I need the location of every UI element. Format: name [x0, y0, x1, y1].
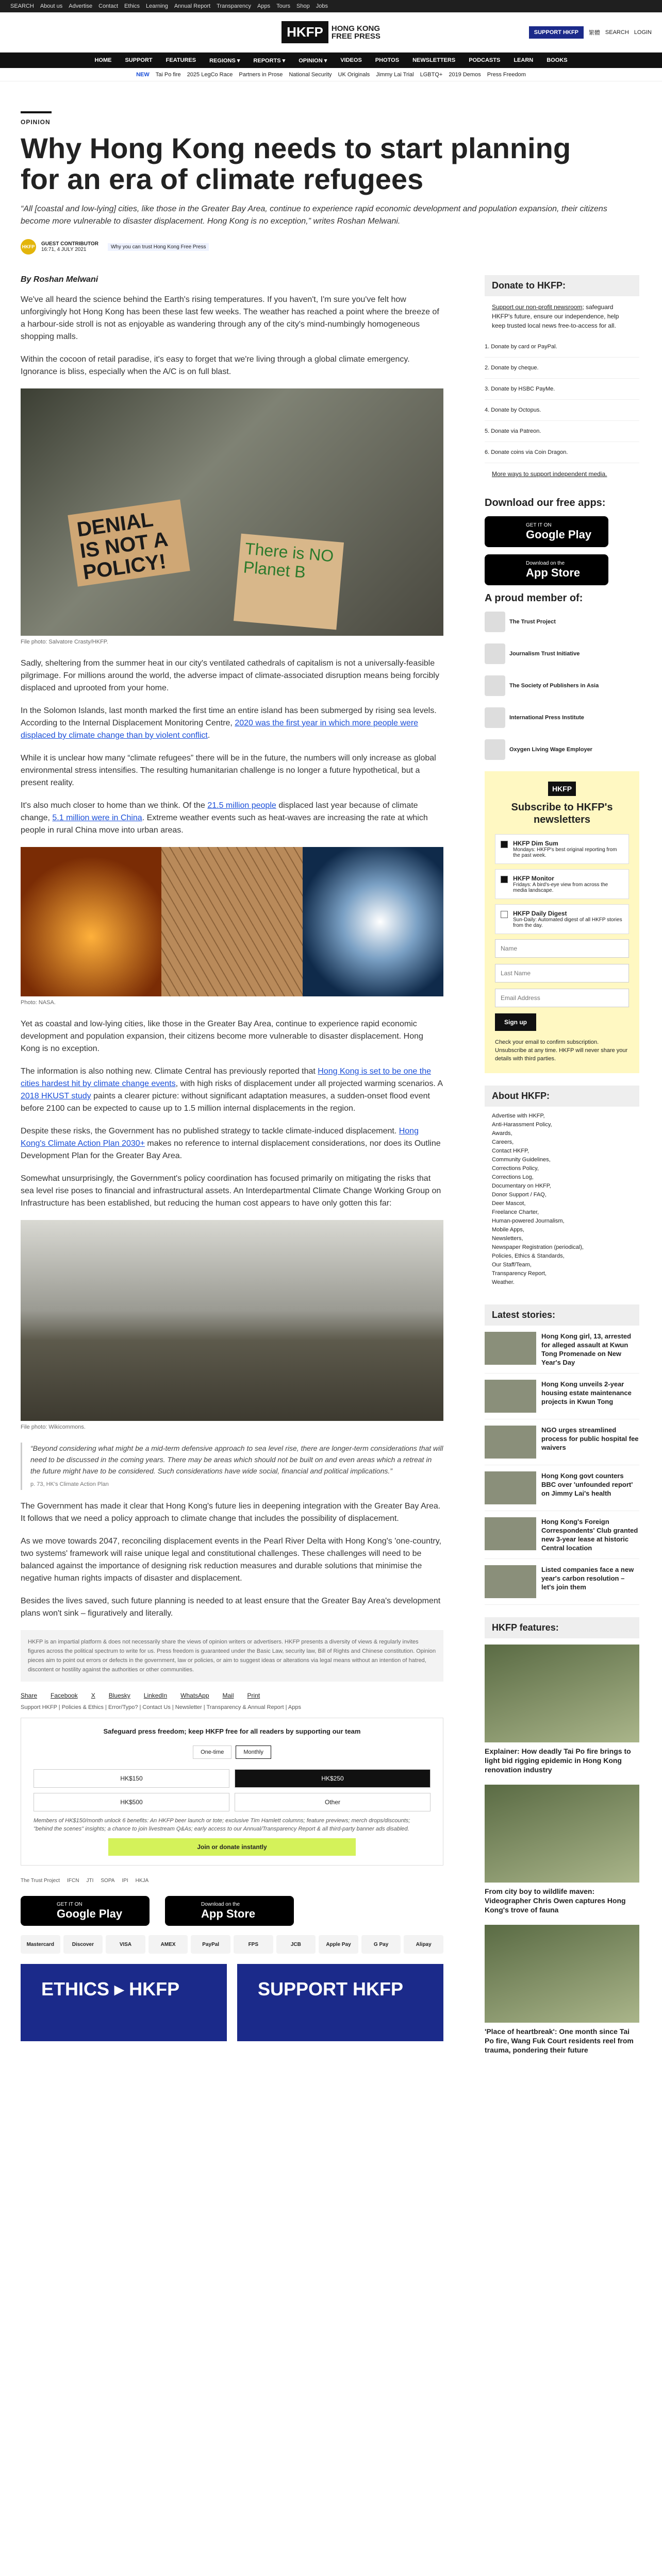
newsletter-option[interactable]: HKFP Dim Sum Mondays: HKFP's best original reporting from the past week.	[495, 834, 629, 864]
article-body	[21, 275, 443, 2067]
editorial-disclaimer: HKFP is an impartial platform & does not necessarily share the views of opinion writers or advertisers. HKFP presents a diversity of views & regularly invites figures across the political spectrum to write for us. Press freedom is guaranteed under the Basic Law, security law, Bill of Rights and Chinese constitution. Opinion pieces aim to point out errors or defects in the government, law or policies, or aim to suggest ideas or alterations via legal means without an intention of hatred, discontent or hostility against the authorities or other communities.	[21, 1630, 443, 1682]
story-thumbnail	[485, 1332, 536, 1365]
google-pay-icon: G Pay	[361, 1935, 401, 1954]
nav-books[interactable]: BOOKS	[547, 57, 568, 63]
jcb-icon: JCB	[276, 1935, 316, 1954]
about-link[interactable]: Awards,	[492, 1130, 512, 1137]
story-title[interactable]: Hong Kong govt counters BBC over 'unfounded report' on Jimmy Lai's health	[541, 1472, 633, 1497]
latest-block	[485, 1304, 639, 1605]
about-link[interactable]: Policies, Ethics & Standards,	[492, 1253, 565, 1259]
author-avatar: HKFP	[21, 239, 36, 255]
story-thumbnail	[485, 1517, 536, 1550]
amount-option[interactable]: HK$150	[34, 1769, 229, 1788]
paragraph: It's also much closer to home than we think. Of the 21.5 million people displaced last year because of climate change, 5.1 million were in China. Extreme weather events such as heat-waves are increasing the rate at which people in rural China move into urban areas.	[21, 801, 428, 835]
donate-method[interactable]: 3. Donate by HSBC PayMe.	[485, 379, 639, 400]
latest-story[interactable]	[485, 1511, 639, 1559]
paragraph: Sadly, sheltering from the summer heat in our city's ventilated cathedrals of capitalism is not a universally-feasible pilgrimage. For millions around the world, the adverse impact of climate-associated disruption means being forcibly displaced and uprooted from your home.	[21, 659, 439, 692]
nav-home[interactable]: HOME	[94, 57, 112, 63]
about-link[interactable]: Our Staff/Team,	[492, 1262, 532, 1268]
support-promo[interactable]: SUPPORT HKFP	[237, 1964, 443, 2041]
logo-ifcn[interactable]: IFCN	[67, 1878, 79, 1884]
login-link[interactable]: LOGIN	[634, 29, 652, 36]
tag-item[interactable]: Jimmy Lai Trial	[376, 71, 414, 78]
top-link-10[interactable]: Jobs	[316, 3, 328, 9]
member-logo[interactable]: Oxygen Living Wage Employer	[485, 739, 639, 760]
join-donate-button[interactable]: Join or donate instantly	[108, 1838, 356, 1856]
about-link[interactable]: Newspaper Registration (periodical),	[492, 1244, 584, 1250]
feature-title[interactable]: 'Place of heartbreak': One month since Tai Po fire, Wang Fuk Court residents reel from trauma, pondering their future	[485, 2027, 634, 2054]
mastercard-icon: Mastercard	[21, 1935, 60, 1954]
language-link[interactable]: 繁體	[588, 29, 600, 36]
donation-heading: Safeguard press freedom; keep HKFP free for all readers by supporting our team	[103, 1727, 361, 1735]
story-title[interactable]: Hong Kong's Foreign Correspondents' Club granted new 3-year lease at historic Central location	[541, 1518, 638, 1552]
story-title[interactable]: Listed companies face a new year's carbon resolution – let's join them	[541, 1566, 634, 1591]
latest-story[interactable]	[485, 1326, 639, 1374]
trust-project-icon	[485, 612, 505, 632]
logo-hkja[interactable]: HKJA	[135, 1878, 149, 1884]
sidebar-app-store[interactable]: Download on the App Store	[485, 554, 608, 585]
flood-photo	[21, 1220, 443, 1421]
nav-regions[interactable]: REGIONS ▾	[209, 57, 240, 64]
article-kicker[interactable]: OPINION	[21, 118, 51, 126]
about-link[interactable]: Careers,	[492, 1139, 514, 1145]
story-thumbnail	[485, 1380, 536, 1413]
email-input[interactable]	[495, 989, 629, 1007]
protest-photo	[21, 388, 443, 636]
logo-sopa[interactable]: SOPA	[101, 1878, 115, 1884]
paragraph: Somewhat unsurprisingly, the Government's policy coordination has focused primarily on mitigating the risks that sea level rise poses to financial and infrastructural assets. An Interdepartmental Climate Change Working Group on Infrastructure has been established, but reducing the human cost appears to have only gotten this far:	[21, 1174, 441, 1208]
features-heading: HKFP features:	[485, 1617, 639, 1638]
latest-list	[485, 1326, 639, 1605]
author-role[interactable]: GUEST CONTRIBUTOR	[41, 241, 98, 247]
ethics-promo[interactable]: ETHICS ▸ HKFP	[21, 1964, 227, 2041]
paypal-icon: PayPal	[191, 1935, 230, 1954]
latest-story[interactable]	[485, 1419, 639, 1465]
policy-quote	[21, 1443, 443, 1490]
share-whatsapp[interactable]: WhatsApp	[180, 1692, 209, 1699]
about-link[interactable]: Transparency Report,	[492, 1270, 547, 1277]
donate-method[interactable]: 5. Donate via Patreon.	[485, 421, 639, 442]
inline-link[interactable]: 5.1 million were in China	[52, 814, 142, 822]
publish-date: 16:71, 4 JULY 2021	[41, 247, 87, 252]
google-play-badge[interactable]: GET IT ON Google Play	[21, 1896, 150, 1926]
support-newsroom-link[interactable]: Support our non-profit newsroom	[492, 303, 583, 311]
about-link[interactable]: Human-powered Journalism,	[492, 1218, 565, 1224]
footer-links[interactable]: Support HKFP | Policies & Ethics | Error/Typo? | Contact Us | Newsletter | Transparency & Annual Report | Apps	[21, 1704, 301, 1710]
donate-method[interactable]: 1. Donate by card or PayPal.	[485, 336, 639, 358]
protest-sign-2: There is NO Planet B	[234, 534, 344, 630]
inline-link[interactable]: Hong Kong's Climate Action Plan 2030+	[21, 1127, 419, 1148]
wildfire-image	[21, 847, 161, 996]
amount-option[interactable]: HK$500	[34, 1793, 229, 1811]
donate-method[interactable]: 4. Donate by Octopus.	[485, 400, 639, 421]
first-name-input[interactable]	[495, 939, 629, 958]
jti-icon	[485, 643, 505, 664]
living-wage-icon	[485, 739, 505, 760]
nav-newsletters[interactable]: NEWSLETTERS	[412, 57, 456, 63]
amex-icon: AMEX	[148, 1935, 188, 1954]
share-print[interactable]: Print	[247, 1692, 260, 1699]
trust-link[interactable]: Why you can trust Hong Kong Free Press	[108, 243, 209, 251]
top-link-5[interactable]: Annual Report	[174, 3, 211, 9]
ipi-icon	[485, 707, 505, 728]
search-link[interactable]: SEARCH	[10, 3, 34, 9]
fps-icon: FPS	[234, 1935, 273, 1954]
newsletter-title: Subscribe to HKFP's newsletters	[511, 802, 613, 825]
site-header	[0, 12, 662, 53]
nav-photos[interactable]: PHOTOS	[375, 57, 400, 63]
amount-option-selected[interactable]: HK$250	[235, 1769, 431, 1788]
paragraph: Besides the lives saved, such future planning is needed to at least ensure that the Greater Bay Area's development plans won't sink – figuratively and literally.	[21, 1597, 441, 1618]
logo-line-2: FREE PRESS	[331, 31, 380, 41]
paragraph: The Government has made it clear that Hong Kong's future lies in deepening integration with the Greater Bay Area. It follows that we need a policy approach to climate change that includes the possibility of displacement.	[21, 1502, 441, 1523]
photo-caption: Photo: NASA.	[21, 999, 56, 1006]
about-link[interactable]: Corrections Policy,	[492, 1165, 539, 1172]
article-author: By Roshan Melwani	[21, 275, 98, 284]
support-button[interactable]: SUPPORT HKFP	[529, 26, 584, 39]
newsletter-option[interactable]: HKFP Daily Digest Sun-Daily: Automated digest of all HKFP stories from the day.	[495, 904, 629, 934]
amount-other[interactable]: Other	[235, 1793, 431, 1811]
app-store-badge[interactable]: Download on the App Store	[165, 1896, 294, 1926]
tag-item[interactable]: 2019 Demos	[449, 71, 481, 78]
paragraph: Within the cocoon of retail paradise, it's easy to forget that we're living through a global climate emergency. Ignorance is bliss, especially when the A/C is on full blast.	[21, 355, 410, 376]
feature-image	[485, 1925, 639, 2023]
trending-tags	[0, 68, 662, 81]
top-link-7[interactable]: Apps	[257, 3, 271, 9]
inline-link[interactable]: Hong Kong is set to be one the cities hardest hit by climate change events	[21, 1067, 432, 1088]
member-logo[interactable]: Journalism Trust Initiative	[485, 643, 639, 664]
drought-image	[161, 847, 302, 996]
share-linkedin[interactable]: LinkedIn	[143, 1692, 168, 1699]
protest-sign-1: DENIAL IS NOT A POLICY!	[68, 499, 190, 586]
nav-support[interactable]: SUPPORT	[125, 57, 153, 63]
latest-story[interactable]	[485, 1374, 639, 1419]
share-label[interactable]: Share	[21, 1692, 38, 1699]
donate-block: Donate to HKFP: Support our non-profit newsroom; safeguard HKFP's future, ensure our independence, help keep trusted local news free-to-access for all. 1. Donate by card or PayPal. 2. Donate by cheque. 3. Donate by HSBC PayMe. 4. Donate by Octopus. 5. Donate via Patreon. 6. Donate coins via Coin Dragon. More ways to support independent media.	[485, 275, 639, 485]
tag-item[interactable]: LGBTQ+	[420, 71, 443, 78]
member-logo[interactable]: The Trust Project	[485, 612, 639, 632]
tag-item[interactable]: National Security	[289, 71, 332, 78]
more-ways-link[interactable]: More ways to support independent media.	[492, 470, 607, 478]
member-heading: A proud member of:	[485, 592, 583, 604]
share-bluesky[interactable]: Bluesky	[108, 1692, 130, 1699]
latest-heading: Latest stories:	[485, 1304, 639, 1326]
photo-caption: File photo: Salvatore Crasty/HKFP.	[21, 639, 108, 645]
feature-card[interactable]	[485, 1645, 639, 1774]
nav-opinion[interactable]: OPINION ▾	[299, 57, 327, 64]
alipay-icon: Alipay	[404, 1935, 443, 1954]
paragraph: While it is unclear how many “climate refugees” there will be in the future, the numbers will only increase as global environmental stress intensifies. The resulting humanitarian challenge is no longer a future hypothetical, but a present reality.	[21, 754, 436, 787]
article-lede: “All [coastal and low-lying] cities, like those in the Greater Bay Area, continue to experience rapid economic development and population expansion, their citizens become more vulnerable to disaster displacement. Hong Kong is no exception,” writes Roshan Melwani.	[21, 205, 607, 226]
about-link[interactable]: Community Guidelines,	[492, 1157, 551, 1163]
story-title[interactable]: Hong Kong unveils 2-year housing estate maintenance projects in Kwun Tong	[541, 1380, 632, 1405]
checkbox[interactable]	[501, 876, 508, 883]
nav-reports[interactable]: REPORTS ▾	[253, 57, 286, 64]
top-link-9[interactable]: Shop	[296, 3, 310, 9]
promo-banners	[21, 1964, 443, 2041]
sidebar-google-play[interactable]: GET IT ON Google Play	[485, 516, 608, 547]
tag-item[interactable]: Partners in Prose	[239, 71, 283, 78]
story-thumbnail	[485, 1565, 536, 1598]
nav-podcasts[interactable]: PODCASTS	[469, 57, 501, 63]
about-link[interactable]: Anti-Harassment Policy,	[492, 1122, 552, 1128]
latest-story[interactable]	[485, 1559, 639, 1605]
about-link[interactable]: Contact HKFP,	[492, 1148, 529, 1154]
feature-card[interactable]	[485, 1785, 639, 1914]
newsletter-logo: HKFP	[548, 782, 576, 796]
site-logo[interactable]	[282, 21, 380, 43]
tag-item[interactable]: Press Freedom	[487, 71, 526, 78]
quote-text: “Beyond considering what might be a mid-term defensive approach to sea level rise, there are longer-term considerations that will need to be discussed in the coming years. There may be areas which should not be built on and even areas which a retreat in the future might have to be considered. Such considerations have wide social, financial and political implications.”	[30, 1444, 443, 1475]
story-thumbnail	[485, 1426, 536, 1459]
top-bar	[0, 0, 662, 12]
donate-heading: Donate to HKFP:	[485, 275, 639, 296]
paragraph: As we move towards 2047, reconciling displacement events in the Pearl River Delta with Hong Kong's 'one-country, two systems' framework will raise unique legal and constitutional challenges. These challenges will need to be balanced against the importance of designing risk reduction measures and durable solutions that minimise the negative human rights impacts of disaster and displacement.	[21, 1537, 441, 1583]
about-heading: About HKFP:	[485, 1086, 639, 1107]
about-link[interactable]: Advertise with HKFP,	[492, 1113, 545, 1119]
sopa-icon	[485, 675, 505, 696]
main-nav	[0, 53, 662, 68]
nav-learn[interactable]: LEARN	[514, 57, 534, 63]
about-link[interactable]: Documentary on HKFP,	[492, 1183, 551, 1189]
nav-features[interactable]: FEATURES	[166, 57, 196, 63]
newsletter-fine-print: Check your email to confirm subscription. Unsubscribe at any time. HKFP will never share your details with third parties.	[495, 1039, 628, 1062]
paragraph: Yet as coastal and low-lying cities, like those in the Greater Bay Area, continue to experience rapid economic development and population expansion, their citizens become more vulnerable to disaster displacement. Hong Kong is no exception.	[21, 1020, 423, 1053]
checkbox[interactable]	[501, 841, 508, 848]
feature-card[interactable]	[485, 1925, 639, 2055]
visa-icon: VISA	[106, 1935, 145, 1954]
tag-item[interactable]: Tai Po fire	[155, 71, 181, 78]
inline-link[interactable]: 21.5 million people	[207, 801, 276, 810]
article-title: Why Hong Kong needs to start planning for an era of climate refugees	[21, 132, 571, 195]
about-link[interactable]: Weather.	[492, 1279, 515, 1285]
sign-up-button[interactable]: Sign up	[495, 1013, 536, 1031]
tab-monthly[interactable]: Monthly	[236, 1745, 271, 1759]
quote-source: p. 73, HK's Climate Action Plan	[30, 1481, 109, 1487]
feature-image	[485, 1785, 639, 1883]
press-logos	[21, 1878, 443, 1884]
hurricane-image	[303, 847, 443, 996]
byline	[21, 239, 641, 255]
top-link-0[interactable]: About us	[40, 3, 63, 9]
logo-trust-project[interactable]: The Trust Project	[21, 1878, 60, 1884]
nav-videos[interactable]: VIDEOS	[340, 57, 362, 63]
logo-ipi[interactable]: IPI	[122, 1878, 128, 1884]
discover-icon: Discover	[63, 1935, 103, 1954]
about-link[interactable]: Corrections Log,	[492, 1174, 534, 1180]
logo-jti[interactable]: JTI	[86, 1878, 94, 1884]
about-block	[485, 1086, 639, 1292]
sidebar	[485, 275, 639, 2067]
about-link[interactable]: Freelance Charter,	[492, 1209, 539, 1215]
top-link-2[interactable]: Contact	[98, 3, 119, 9]
member-logo[interactable]: The Society of Publishers in Asia	[485, 675, 639, 696]
newsletter-option[interactable]: HKFP Monitor Fridays: A bird's-eye view from across the media landscape.	[495, 869, 629, 899]
inline-link[interactable]: 2020 was the first year in which more people were displaced by climate change than by violent conflict	[21, 719, 419, 740]
payment-methods	[21, 1935, 443, 1954]
about-link[interactable]: Newsletters,	[492, 1235, 523, 1242]
apps-heading: Download our free apps:	[485, 497, 606, 509]
story-title[interactable]: NGO urges streamlined process for public hospital fee waivers	[541, 1426, 639, 1451]
kicker-rule	[21, 111, 52, 113]
top-link-1[interactable]: Advertise	[69, 3, 93, 9]
about-link[interactable]: Mobile Apps,	[492, 1227, 524, 1233]
share-bar	[21, 1692, 443, 1699]
tag-item[interactable]: UK Originals	[338, 71, 370, 78]
share-x[interactable]: X	[91, 1692, 95, 1699]
top-link-4[interactable]: Learning	[146, 3, 168, 9]
apple-pay-icon: Apple Pay	[319, 1935, 358, 1954]
paragraph: In the Solomon Islands, last month marked the first time an entire island has been submerged by rising sea levels. According to the Internal Displacement Monitoring Centre, 2020 was the first year in which more people were displaced by climate change than by violent conflict.	[21, 706, 437, 740]
feature-title[interactable]: From city boy to wildlife maven: Videographer Chris Owen captures Hong Kong's trove of fauna	[485, 1887, 626, 1914]
top-link-3[interactable]: Ethics	[124, 3, 140, 9]
share-mail[interactable]: Mail	[222, 1692, 234, 1699]
last-name-input[interactable]	[495, 964, 629, 982]
search-link-header[interactable]: SEARCH	[605, 29, 629, 36]
paragraph: Despite these risks, the Government has no published strategy to tackle climate-induced displacement. Hong Kong's Climate Action Plan 2030+ makes no reference to internal displacement considerations, nor does its Outline Development Plan for the Greater Bay Area.	[21, 1127, 441, 1160]
member-logo[interactable]: International Press Institute	[485, 707, 639, 728]
about-link[interactable]: Deer Mascot,	[492, 1200, 526, 1207]
paragraph: The information is also nothing new. Climate Central has previously reported that Hong Kong is set to be one the cities hardest hit by climate change events, with high risks of displacement under all projected warming scenarios. A 2018 HKUST study paints a clearer picture: without significant adaptation measures, a sudden-onset flood event before 2100 can be expected to cause up to 1.5 million internal displacements in the region.	[21, 1067, 443, 1113]
inline-link[interactable]: 2018 HKUST study	[21, 1092, 91, 1100]
app-store-badges	[21, 1896, 443, 1926]
donate-method[interactable]: 6. Donate coins via Coin Dragon.	[485, 442, 639, 463]
tag-item[interactable]: 2025 LegCo Race	[187, 71, 233, 78]
story-thumbnail	[485, 1471, 536, 1504]
logo-line-1: HONG KONG	[331, 24, 380, 33]
share-facebook[interactable]: Facebook	[51, 1692, 78, 1699]
feature-title[interactable]: Explainer: How deadly Tai Po fire brings to light bid rigging epidemic in Hong Kong renovation industry	[485, 1747, 631, 1774]
story-title[interactable]: Hong Kong girl, 13, arrested for alleged assault at Kwun Tong Promenade on New Year's Day	[541, 1332, 632, 1366]
features-list	[485, 1645, 639, 2055]
features-block	[485, 1617, 639, 2055]
feature-image	[485, 1645, 639, 1742]
photo-caption: File photo: Wikicommons.	[21, 1424, 86, 1430]
about-links	[485, 1107, 639, 1292]
tab-one-time[interactable]: One-time	[193, 1745, 231, 1759]
donate-method[interactable]: 2. Donate by cheque.	[485, 358, 639, 379]
checkbox[interactable]	[501, 911, 508, 918]
climate-triptych-photo	[21, 847, 443, 996]
paragraph: We've all heard the science behind the Earth's rising temperatures. If you haven't, I'm sure you've felt how unforgivingly hot Hong Kong has been these last few weeks. The weather has reached a point where the breeze of a harbour-side stroll is not as enjoyable as wandering through any of the city's mind-numbingly homogeneous shopping malls.	[21, 295, 439, 341]
latest-story[interactable]	[485, 1465, 639, 1511]
donation-fine-print: Members of HK$150/month unlock 6 benefits: An HKFP beer launch or tote; exclusive Tim Hamlett columns; feature previews; merch drops/discounts; "behind the scenes" insights; a chance to join livestream Q&As; early access to our Annual/Transparency Report & all third-party banner ads disabled.	[34, 1818, 410, 1832]
about-link[interactable]: Donor Support / FAQ,	[492, 1192, 547, 1198]
top-link-6[interactable]: Transparency	[217, 3, 252, 9]
top-link-8[interactable]: Tours	[276, 3, 290, 9]
tags-label: NEW	[136, 71, 150, 78]
donation-widget	[21, 1718, 443, 1866]
newsletter-signup	[485, 771, 639, 1073]
logo-mark: HKFP	[282, 21, 328, 43]
